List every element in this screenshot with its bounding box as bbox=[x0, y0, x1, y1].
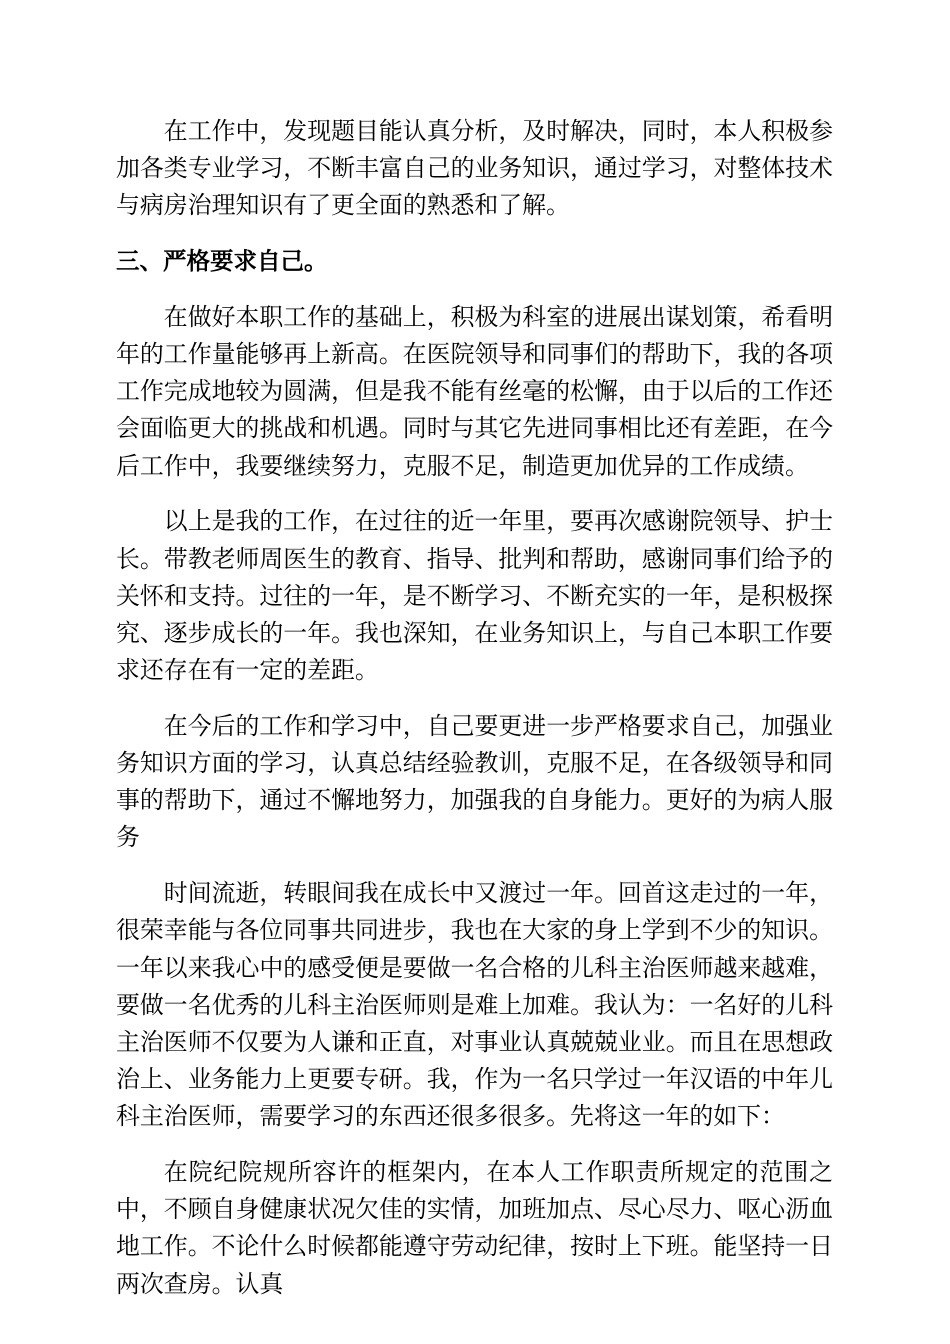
paragraph-thanks: 以上是我的工作，在过往的近一年里，要再次感谢院领导、护士长。带教老师周医生的教育、指导、批判和帮助，感谢同事们给予的关怀和支持。过往的一年，是不断学习、不断充实的一年，是积极探究、逐步成长的一年。我也深知，在业务知识上，与自己本职工作要求还存在有一定的差距。 bbox=[116, 507, 833, 685]
paragraph-work-goals: 在做好本职工作的基础上，积极为科室的进展出谋划策，希看明年的工作量能够再上新高。在医院领导和同事们的帮助下，我的各项工作完成地较为圆满，但是我不能有丝毫的松懈，由于以后的工作还会面临更大的挑战和机遇。同时与其它先进同事相比还有差距，在今后工作中，我要继续努力，克服不足，制造更加优异的工作成绩。 bbox=[116, 302, 833, 480]
paragraph-work-discipline: 在院纪院规所容许的框架内，在本人工作职责所规定的范围之中，不顾自身健康状况欠佳的实情，加班加点、尽心尽力、呕心沥血地工作。不论什么时候都能遵守劳动纪律，按时上下班。能坚持一日两次查房。认真 bbox=[116, 1158, 833, 1298]
paragraph-future-study: 在今后的工作和学习中，自己要更进一步严格要求自己，加强业务知识方面的学习，认真总结经验教训，克服不足，在各级领导和同事的帮助下，通过不懈地努力，加强我的自身能力。更好的为病人服务 bbox=[116, 711, 833, 852]
paragraph-year-review: 时间流逝，转眼间我在成长中又渡过一年。回首这走过的一年，很荣幸能与各位同事共同进步，我也在大家的身上学到不少的知识。一年以来我心中的感受便是要做一名合格的儿科主治医师越来越难，要做一名优秀的儿科主治医师则是难上加难。我认为：一名好的儿科主治医师不仅要为人谦和正直，对事业认真兢兢业业。而且在思想政治上、业务能力上更要专研。我，作为一名只学过一年汉语的中年儿科主治医师，需要学习的东西还很多很多。先将这一年的如下： bbox=[116, 879, 833, 1131]
document-body bbox=[116, 113, 833, 1321]
section-heading-strict-requirements: 三、严格要求自己。 bbox=[116, 247, 328, 276]
paragraph-problem-solving: 在工作中，发现题目能认真分析，及时解决，同时，本人积极参加各类专业学习，不断丰富自己的业务知识，通过学习，对整体技术与病房治理知识有了更全面的熟悉和了解。 bbox=[116, 117, 833, 220]
